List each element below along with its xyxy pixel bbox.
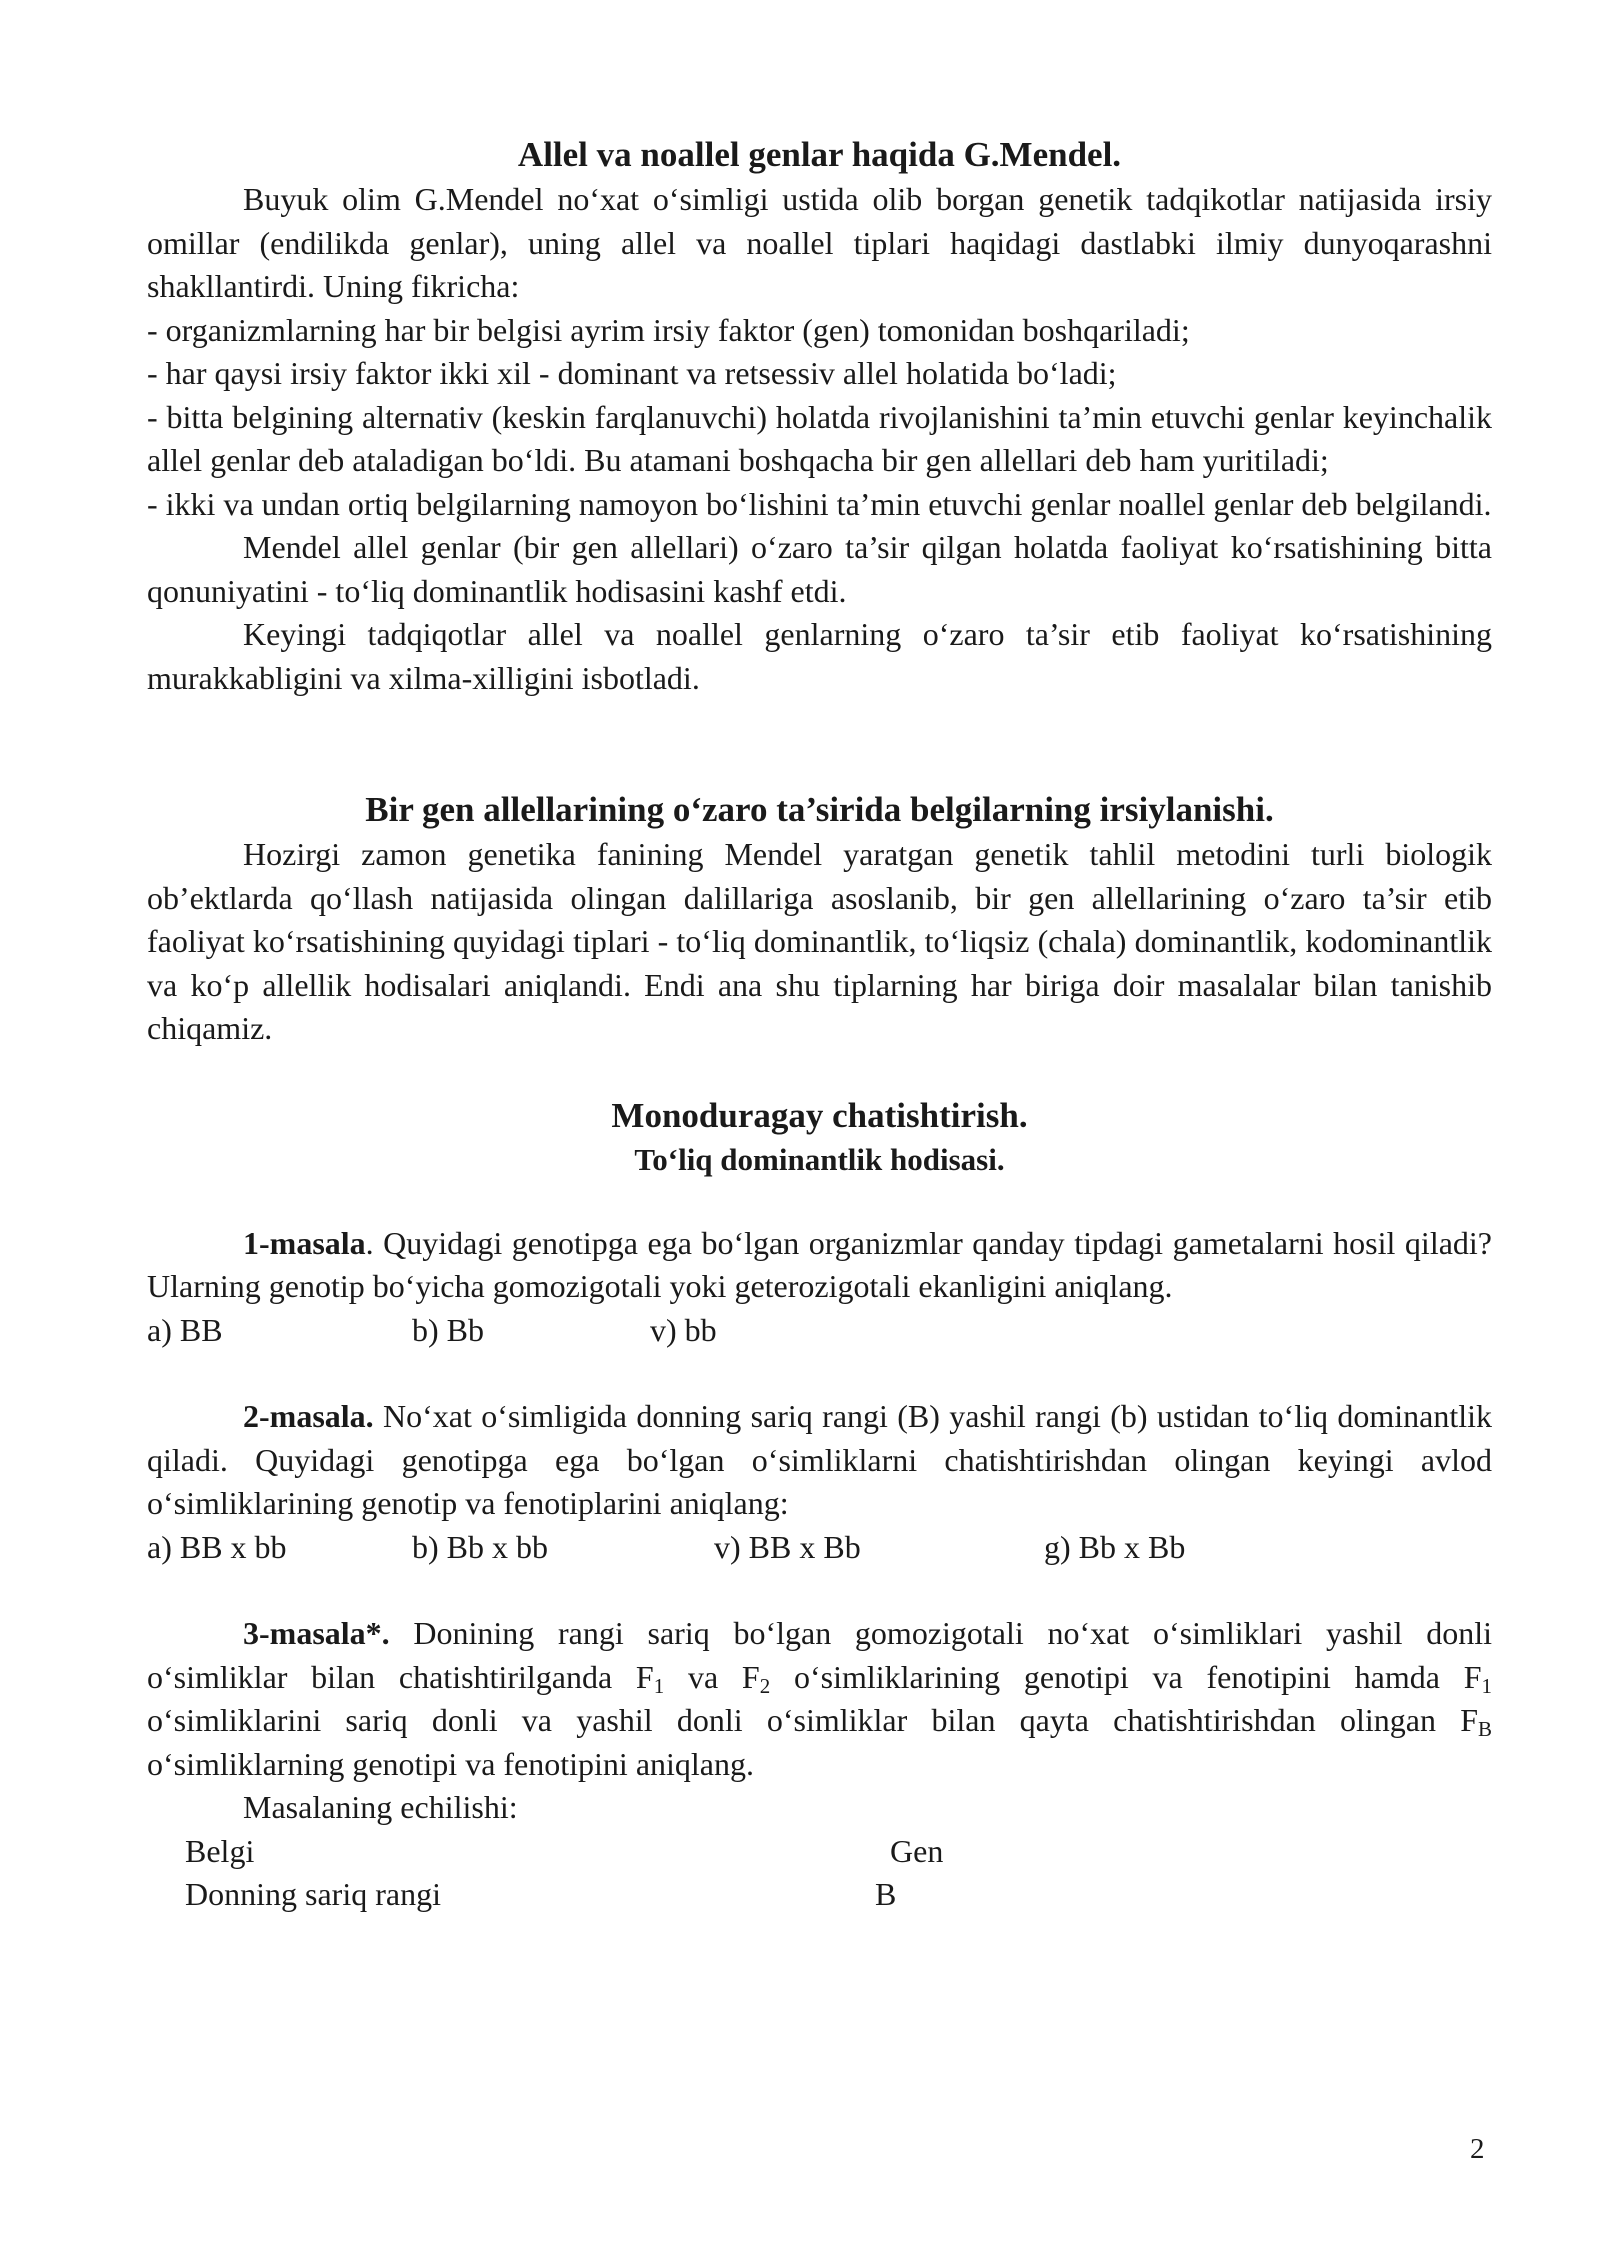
masala-2-text: No‘xat o‘simligida donning sariq rangi (B) yashil rangi (b) ustidan to‘liq dominantlik qiladi. Quyidagi genotipga ega bo‘lgan o‘simliklarni chatishtirishdan olingan keyingi avlod o‘simliklarining genotip va fenotiplarini aniqlang: (147, 1398, 1492, 1521)
option-v: v) BB x Bb (714, 1528, 861, 1565)
masala-3-text-5: o‘simliklarning genotipi va fenotipini aniqlang. (147, 1745, 754, 1782)
paragraph-hozirgi: Hozirgi zamon genetika fanining Mendel yaratgan genetik tahlil metodini turli biologik ob’ektlarda qo‘llash natijasida olingan dalillariga asoslanib, bir gen allellarining o‘zaro ta’sir etib faoliyat ko‘rsatishining quyidagi tiplari - to‘liq dominantlik, to‘liqsiz (chala) dominantlik, kodominantlik va ko‘p allellik hodisalari aniqlandi. Endi ana shu tiplarning har biriga doir masalalar bilan tanishib chiqamiz. (147, 836, 1492, 1046)
table-row (185, 1873, 1492, 1917)
heading-allel-noallel: Allel va noallel genlar haqida G.Mendel. (517, 135, 1122, 174)
page-number: 2 (1470, 2133, 1485, 2165)
masala-2-options (147, 1526, 1492, 1570)
masala-1-options (147, 1309, 1492, 1353)
bullet-2: - har qaysi irsiy faktor ikki xil - dominant va retsessiv allel holatida bo‘ladi; (147, 355, 1117, 391)
masala-3 (147, 1612, 1492, 1786)
masala-3-label: 3-masala*. (243, 1615, 390, 1651)
option-g: g) Bb x Bb (1044, 1528, 1186, 1565)
gene-table (185, 1830, 1492, 1917)
masala-2-label: 2-masala. (243, 1398, 374, 1434)
masala-3-text-2: va F (664, 1658, 760, 1695)
masala-3-text-3: o‘simliklarining genotipi va fenotipini hamda F (770, 1658, 1482, 1695)
masala-3-text-1: Donining rangi sariq bo‘lgan gomozigotali no‘xat o‘simliklari yashil donli o‘simliklar bilan chatishtirilganda F (147, 1615, 1492, 1695)
document-page (147, 132, 1492, 1917)
table-cell: Belgi (185, 1832, 255, 1869)
solution-label: Masalaning echilishi: (243, 1789, 518, 1825)
bullet-4: - ikki va undan ortiq belgilarning namoyon bo‘lishini ta’min etuvchi genlar noallel genlar deb belgilandi. (147, 485, 1492, 522)
masala-1-label: 1-masala (243, 1224, 366, 1261)
subscript-2: 2 (759, 1673, 771, 1698)
subscript-3: 1 (1481, 1673, 1493, 1698)
masala-1-text: . Quyidagi genotipga ega bo‘lgan organizmlar qanday tipdagi gametalarni hosil qiladi? Ularning genotip bo‘yicha gomozigotali yoki geterozigotali ekanligini aniqlang. (147, 1224, 1492, 1304)
table-cell: B (875, 1876, 897, 1912)
bullet-3: - bitta belgining alternativ (keskin farqlanuvchi) holatda rivojlanishini ta’min etuvchi genlar keyinchalik allel genlar deb ataladigan bo‘ldi. Bu atamani boshqacha bir gen allellari deb ham yuritiladi; (147, 398, 1492, 478)
paragraph-mendel: Mendel allel genlar (bir gen allellari) o‘zaro ta’sir qilgan holatda faoliyat ko‘rsatishining bitta qonuniyatini - to‘liq dominantlik hodisasini kashf etdi. (147, 529, 1492, 609)
subscript-b: B (1477, 1717, 1492, 1741)
masala-3-text-4: o‘simliklarini sariq donli va yashil donli o‘simliklar bilan qayta chatishtirishdan olingan F (147, 1702, 1478, 1738)
table-cell: Donning sariq rangi (185, 1876, 441, 1912)
bullet-1: - organizmlarning har bir belgisi ayrim irsiy faktor (gen) tomonidan boshqariladi; (147, 311, 1190, 348)
table-row (185, 1830, 1492, 1874)
paragraph-keyingi: Keyingi tadqiqotlar allel va noallel genlarning o‘zaro ta’sir etib faoliyat ko‘rsatishining murakkabligini va xilma-xilligini isbotladi. (147, 616, 1492, 696)
option-a: a) BB (147, 1311, 223, 1348)
intro-paragraph: Buyuk olim G.Mendel no‘xat o‘simligi ustida olib borgan genetik tadqikotlar natijasida irsiy omillar (endilikda genlar), uning allel va noallel tiplari haqidagi dastlabki ilmiy dunyoqarashni shakllantirdi. Uning fikricha: (147, 181, 1492, 304)
option-b: b) Bb (412, 1311, 484, 1348)
masala-1 (147, 1222, 1492, 1309)
option-b: b) Bb x bb (412, 1528, 548, 1565)
option-a: a) BB x bb (147, 1528, 287, 1565)
masala-2 (147, 1395, 1492, 1526)
subheading-toliq-dominantlik: To‘liq dominantlik hodisasi. (634, 1141, 1005, 1177)
table-cell: Gen (890, 1832, 944, 1869)
option-v: v) bb (650, 1311, 717, 1348)
subscript-1: 1 (653, 1673, 665, 1698)
heading-monoduragay: Monoduragay chatishtirish. (611, 1095, 1028, 1135)
heading-bir-gen: Bir gen allellarining o‘zaro ta’sirida belgilarning irsiylanishi. (365, 790, 1274, 829)
